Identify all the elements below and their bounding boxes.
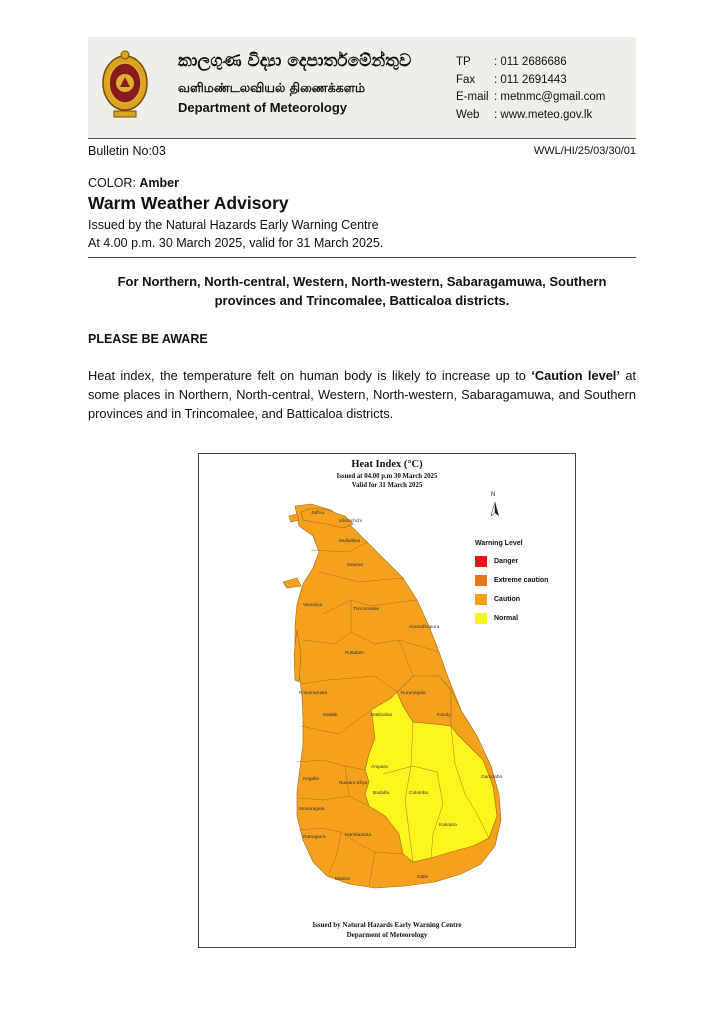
legend-swatch bbox=[475, 594, 487, 605]
district-label-puttalam: Puttalam bbox=[345, 651, 364, 656]
contact-row bbox=[456, 107, 605, 125]
divider bbox=[88, 257, 636, 258]
district-label-jaffna: Jaffna bbox=[311, 511, 324, 516]
legend-swatch bbox=[475, 613, 487, 624]
sri-lanka-map bbox=[199, 454, 575, 947]
district-label-polonnaruwa: Polonnaruwa bbox=[299, 691, 328, 696]
legend-label: Danger bbox=[494, 558, 519, 565]
district-label-batticaloa: Batticaloa bbox=[371, 713, 393, 718]
north-arrow-icon bbox=[491, 502, 499, 516]
affected-regions: For Northern, North-central, Western, North-western, Sabaragamuwa, Southern provinces and Trincomalee, Batticaloa districts. bbox=[117, 274, 607, 308]
contact-label: E-mail bbox=[456, 91, 489, 103]
legend-item-danger bbox=[475, 556, 548, 567]
district-label-kandy: Kandy bbox=[437, 713, 451, 718]
national-emblem-icon bbox=[100, 49, 150, 125]
district-label-hambantota: Hambantota bbox=[345, 833, 372, 838]
bulletin-number: Bulletin No:03 bbox=[88, 144, 166, 158]
contact-block bbox=[456, 54, 605, 124]
para-end: at some places in Northern, North-central, Western, North-western, Sabaragamuwa, and Southern provinces and in Trincomalee, and Batticaloa districts. bbox=[88, 368, 637, 421]
contact-label: TP bbox=[456, 56, 471, 68]
issued-by: Issued by the Natural Hazards Early Warning Centre bbox=[88, 218, 379, 232]
contact-value[interactable]: : metnmc@gmail.com bbox=[494, 91, 606, 103]
legend-item-extreme-caution bbox=[475, 575, 548, 586]
para-highlight: ‘Caution level’ bbox=[531, 368, 620, 383]
district-label-gampaha: Gampaha bbox=[481, 775, 503, 780]
org-name-sinhala: කාලගුණ විද්‍යා දෙපාර්තමේන්තුව bbox=[178, 51, 412, 71]
legend-label: Caution bbox=[494, 596, 521, 603]
bulletin-reference: WWL/HI/25/03/30/01 bbox=[533, 145, 636, 157]
district-label-mullaittivu: Mullaittivu bbox=[339, 539, 361, 544]
map-legend bbox=[475, 540, 548, 632]
district-label-anuradhapura: Anuradhapura bbox=[409, 625, 440, 630]
district-label-kegalle: Kegalle bbox=[303, 777, 320, 782]
contact-value[interactable]: : www.meteo.gov.lk bbox=[494, 108, 593, 121]
color-value: Amber bbox=[139, 176, 179, 190]
district-label-colombo: Colombo bbox=[409, 791, 429, 796]
issued-at: At 4.00 p.m. 30 March 2025, valid for 31 March 2025. bbox=[88, 236, 384, 250]
district-label-kalutara: Kalutara bbox=[439, 823, 457, 828]
contact-row bbox=[456, 54, 605, 72]
district-label-ratnapura: Ratnapura bbox=[303, 835, 326, 840]
map-title: Heat Index (°C) bbox=[351, 459, 423, 470]
district-label-kurunegala: Kurunegala bbox=[401, 691, 426, 696]
north-label: N bbox=[491, 492, 496, 498]
district-label-ampara: Ampara bbox=[371, 765, 388, 770]
para-start: Heat index, the temperature felt on human body is likely to increase up to bbox=[88, 368, 532, 383]
legend-item-caution bbox=[475, 594, 548, 605]
advisory-paragraph bbox=[88, 366, 636, 423]
org-name-tamil: வளிமண்டலவியல் திணைக்களம் bbox=[178, 80, 366, 95]
heat-index-map bbox=[198, 453, 576, 948]
district-label-matara: Matara bbox=[335, 877, 350, 882]
legend-label: Normal bbox=[494, 615, 519, 622]
letterhead bbox=[88, 37, 636, 139]
issued-info bbox=[88, 216, 383, 252]
org-name-english: Department of Meteorology bbox=[178, 100, 348, 115]
contact-label: Fax bbox=[456, 73, 476, 86]
district-label-nuwara-eliya: Nuwara Eliya bbox=[339, 781, 368, 786]
district-label-trincomalee: Trincomalee bbox=[353, 607, 380, 612]
district-label-galle: Galle bbox=[417, 875, 429, 880]
color-label: COLOR: bbox=[88, 176, 140, 190]
map-footer-issuer: Issued by Natural Hazards Early Warning Centre bbox=[312, 921, 462, 929]
legend-item-normal bbox=[475, 613, 548, 624]
contact-label: Web bbox=[456, 108, 480, 121]
district-label-matale: Matale bbox=[323, 713, 338, 718]
district-label-badulla: Badulla bbox=[373, 791, 390, 796]
map-footer-department: Deparment of Meteorology bbox=[346, 931, 428, 939]
legend-swatch bbox=[475, 575, 487, 586]
contact-row bbox=[456, 72, 605, 90]
contact-value: : 011 2691443 bbox=[494, 73, 567, 86]
contact-row bbox=[456, 89, 605, 107]
legend-title: Warning Level bbox=[475, 540, 523, 547]
district-label-vavuniya: Vavuniya bbox=[303, 603, 323, 608]
legend-swatch bbox=[475, 556, 487, 567]
map-subtitle-issued: Issued at 04.00 p.m 30 March 2025 bbox=[336, 473, 438, 480]
advisory-title: Warm Weather Advisory bbox=[88, 193, 289, 213]
contact-value: : 011 2686686 bbox=[494, 56, 567, 68]
jaffna-islands bbox=[283, 514, 301, 588]
district-label-mannar: Mannar bbox=[347, 563, 364, 568]
aware-heading: PLEASE BE AWARE bbox=[88, 332, 208, 346]
district-label-kilinochchi: Kilinochchi bbox=[339, 519, 362, 524]
district-label-monaragala: Monaragala bbox=[299, 807, 325, 812]
map-subtitle-valid: Valid for 31 March 2025 bbox=[351, 482, 423, 489]
color-code bbox=[88, 176, 179, 190]
legend-label: Extreme caution bbox=[494, 577, 549, 584]
